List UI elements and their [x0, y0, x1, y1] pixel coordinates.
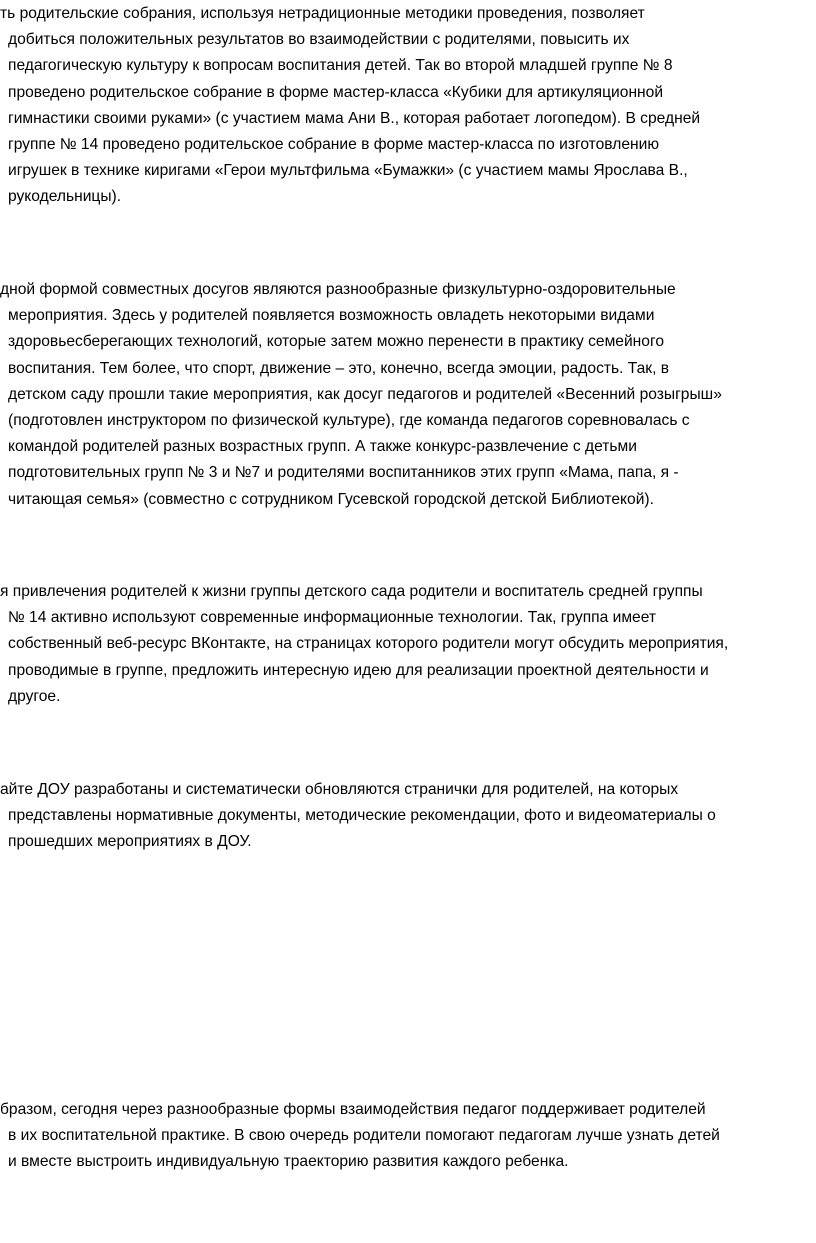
- text-line: другое.: [8, 687, 61, 705]
- text-line: айте ДОУ разработаны и систематически обновляются странички для родителей, на которых: [0, 781, 679, 798]
- text-line: дной формой совместных досугов являются разнообразные физкультурно-оздоровительные: [0, 281, 676, 298]
- text-line: ть родительские собрания, используя нетрадиционные методики проведения, позволяет: [0, 5, 645, 22]
- text-line: добиться положительных результатов во взаимодействии с родителями, повысить их: [8, 31, 630, 49]
- paragraph-website: [0, 777, 816, 856]
- text-line: и вместе выстроить индивидуальную траекторию развития каждого ребенка.: [8, 1153, 569, 1171]
- text-line: № 14 активно используют современные информационные технологии. Так, группа имеет: [8, 609, 657, 627]
- text-line: командой родителей разных возрастных групп. А также конкурс-развлечение с детьми: [8, 438, 637, 456]
- paragraph-conclusion: [0, 1097, 816, 1176]
- text-line: (подготовлен инструктором по физической культуре), где команда педагогов соревновалась с: [8, 411, 690, 429]
- paragraph-info-technologies: [0, 579, 816, 710]
- paragraph-sport-activities: [0, 277, 816, 513]
- text-line: группе № 14 проведено родительское собрание в форме мастер-класса по изготовлению: [8, 135, 660, 153]
- text-line: воспитания. Тем более, что спорт, движение – это, конечно, всегда эмоции, радость. Так, в: [8, 359, 670, 377]
- text-line: читающая семья» (совместно с сотрудником Гусевской городской детской Библиотекой).: [8, 490, 654, 508]
- text-line: мероприятия. Здесь у родителей появляется возможность овладеть некоторыми видами: [8, 307, 655, 325]
- text-line: бразом, сегодня через разнообразные формы взаимодействия педагог поддерживает родителей: [0, 1101, 706, 1118]
- text-line: я привлечения родителей к жизни группы детского сада родители и воспитатель средней группы: [0, 583, 703, 600]
- text-line: проводимые в группе, предложить интересную идею для реализации проектной деятельности и: [8, 661, 709, 679]
- text-line: представлены нормативные документы, методические рекомендации, фото и видеоматериалы о: [8, 807, 716, 825]
- text-line: детском саду прошли такие мероприятия, как досуг педагогов и родителей «Весенний розыгрыш»: [8, 385, 722, 403]
- text-line: подготовительных групп № 3 и №7 и родителями воспитанников этих групп «Мама, папа, я -: [8, 464, 679, 482]
- text-line: в их воспитательной практике. В свою очередь родители помогают педагогам лучше узнать детей: [8, 1127, 720, 1145]
- text-line: игрушек в технике киригами «Герои мультфильма «Бумажки» (с участием мамы Ярослава В.,: [8, 162, 688, 180]
- paragraph-parent-meetings: [0, 1, 816, 211]
- text-line: здоровьесберегающих технологий, которые затем можно перенести в практику семейного: [8, 333, 664, 351]
- text-line: гимнастики своими руками» (с участием мама Ани В., которая работает логопедом). В средней: [8, 109, 701, 127]
- text-line: прошедших мероприятиях в ДОУ.: [8, 833, 252, 851]
- text-line: собственный веб-ресурс ВКонтакте, на страницах которого родители могут обсудить мероприятия,: [8, 635, 729, 653]
- text-line: проведено родительское собрание в форме мастер-класса «Кубики для артикуляционной: [8, 83, 664, 101]
- text-line: педагогическую культуру к вопросам воспитания детей. Так во второй младшей группе № 8: [8, 57, 673, 75]
- text-line: рукодельницы).: [8, 188, 122, 206]
